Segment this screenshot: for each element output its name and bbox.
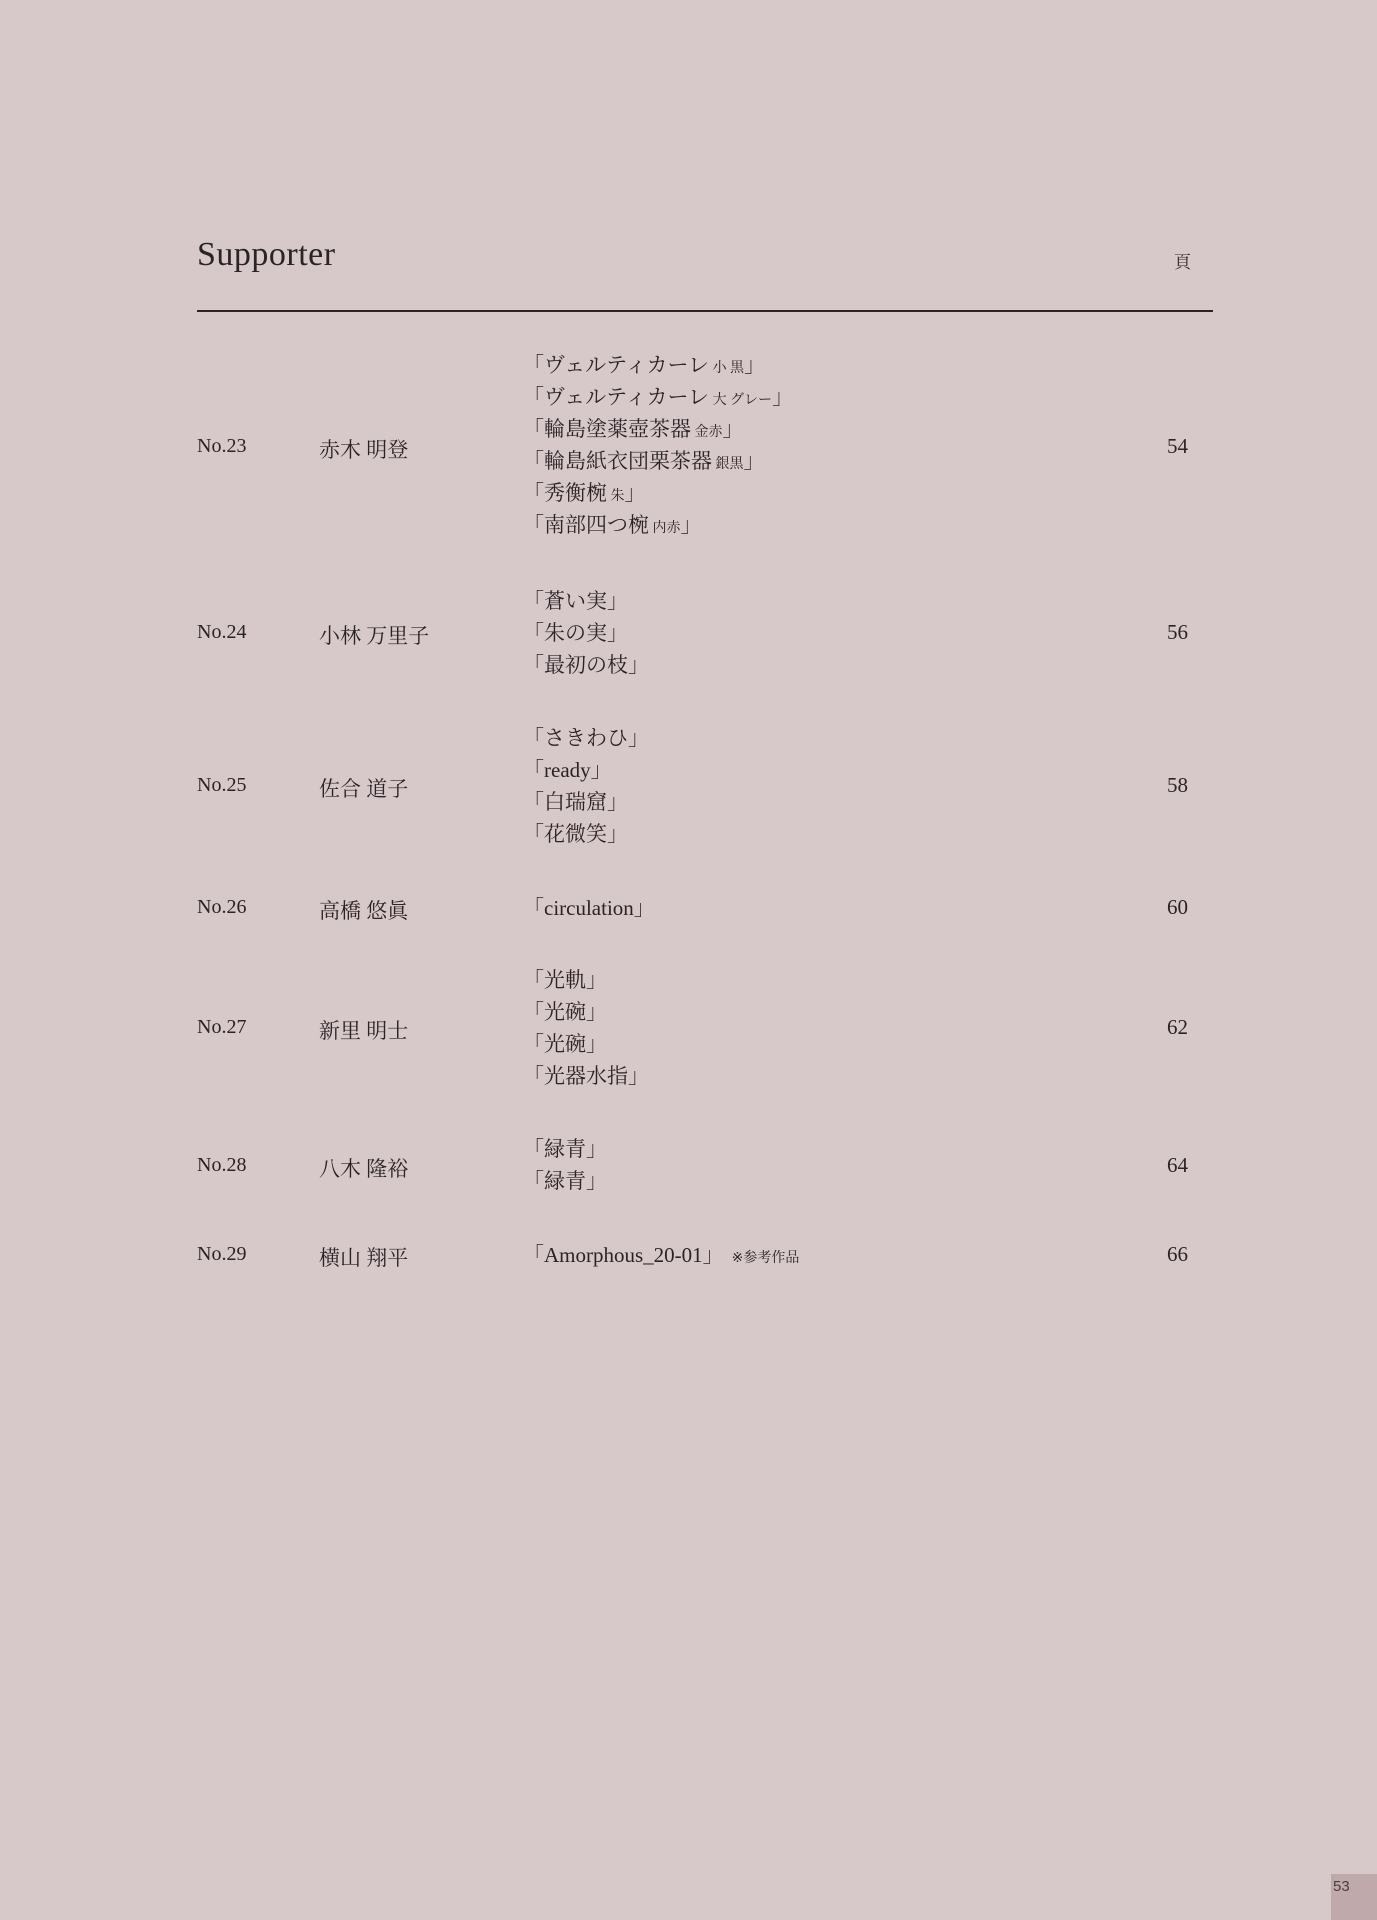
work-item: 「白瑞窟」	[523, 790, 628, 814]
work-item: 「ヴェルティカーレ 小 黒」	[523, 353, 766, 377]
work-item: 「ready」	[523, 758, 612, 782]
entry-number: No.28	[197, 1154, 247, 1176]
page-number: 60	[1167, 895, 1188, 919]
folio-tab	[1331, 1874, 1377, 1920]
work-item: 「circulation」	[523, 896, 655, 920]
page-number: 58	[1167, 773, 1188, 797]
work-item: 「秀衡椀 朱」	[523, 481, 646, 505]
reference-note: ※参考作品	[731, 1251, 800, 1266]
work-item: 「花微笑」	[523, 822, 628, 846]
work-list	[523, 349, 793, 541]
entry-number: No.26	[197, 896, 247, 918]
entry-number: No.23	[197, 435, 247, 457]
work-list	[523, 964, 649, 1092]
work-list	[523, 585, 649, 681]
page-number: 66	[1167, 1242, 1188, 1266]
supporter-name: 小林 万里子	[319, 624, 430, 648]
supporter-name: 八木 隆裕	[319, 1157, 409, 1181]
entry-number: No.29	[197, 1243, 247, 1265]
page-number: 64	[1167, 1153, 1188, 1177]
supporter-name: 赤木 明登	[319, 438, 409, 462]
work-item: 「ヴェルティカーレ 大 グレー」	[523, 385, 794, 409]
work-list	[523, 892, 655, 924]
work-item: 「光器水指」	[523, 1064, 649, 1088]
work-item: 「光碗」	[523, 1032, 607, 1056]
supporter-name: 横山 翔平	[319, 1246, 409, 1270]
work-item: 「輪島塗薬壺茶器 金赤」	[523, 417, 744, 441]
work-list	[523, 1239, 799, 1271]
work-item: 「緑青」	[523, 1137, 607, 1161]
work-list	[523, 722, 649, 850]
work-item: 「光軌」	[523, 968, 607, 992]
page-number: 62	[1167, 1015, 1188, 1039]
supporter-name: 佐合 道子	[319, 777, 409, 801]
work-item: 「Amorphous_20-01」 ※参考作品	[523, 1243, 800, 1267]
work-item: 「輪島紙衣団栗茶器 銀黒」	[523, 449, 765, 473]
work-item: 「緑青」	[523, 1169, 607, 1193]
header-rule	[197, 310, 1213, 312]
work-item: 「朱の実」	[523, 621, 628, 645]
work-item: 「さきわひ」	[523, 726, 649, 750]
work-item: 「南部四つ椀 内赤」	[523, 513, 702, 537]
page-number: 56	[1167, 620, 1188, 644]
page-title: Supporter	[197, 236, 336, 273]
work-item: 「光碗」	[523, 1000, 607, 1024]
entry-number: No.25	[197, 774, 247, 796]
supporter-name: 新里 明士	[319, 1019, 409, 1043]
entry-number: No.27	[197, 1016, 247, 1038]
work-list	[523, 1133, 607, 1197]
page-column-label: 頁	[1174, 253, 1191, 272]
folio-number: 53	[1333, 1878, 1350, 1895]
supporter-name: 高橋 悠眞	[319, 899, 409, 923]
work-item: 「最初の枝」	[523, 653, 649, 677]
work-item: 「蒼い実」	[523, 589, 628, 613]
entry-number: No.24	[197, 621, 247, 643]
page-number: 54	[1167, 434, 1188, 458]
